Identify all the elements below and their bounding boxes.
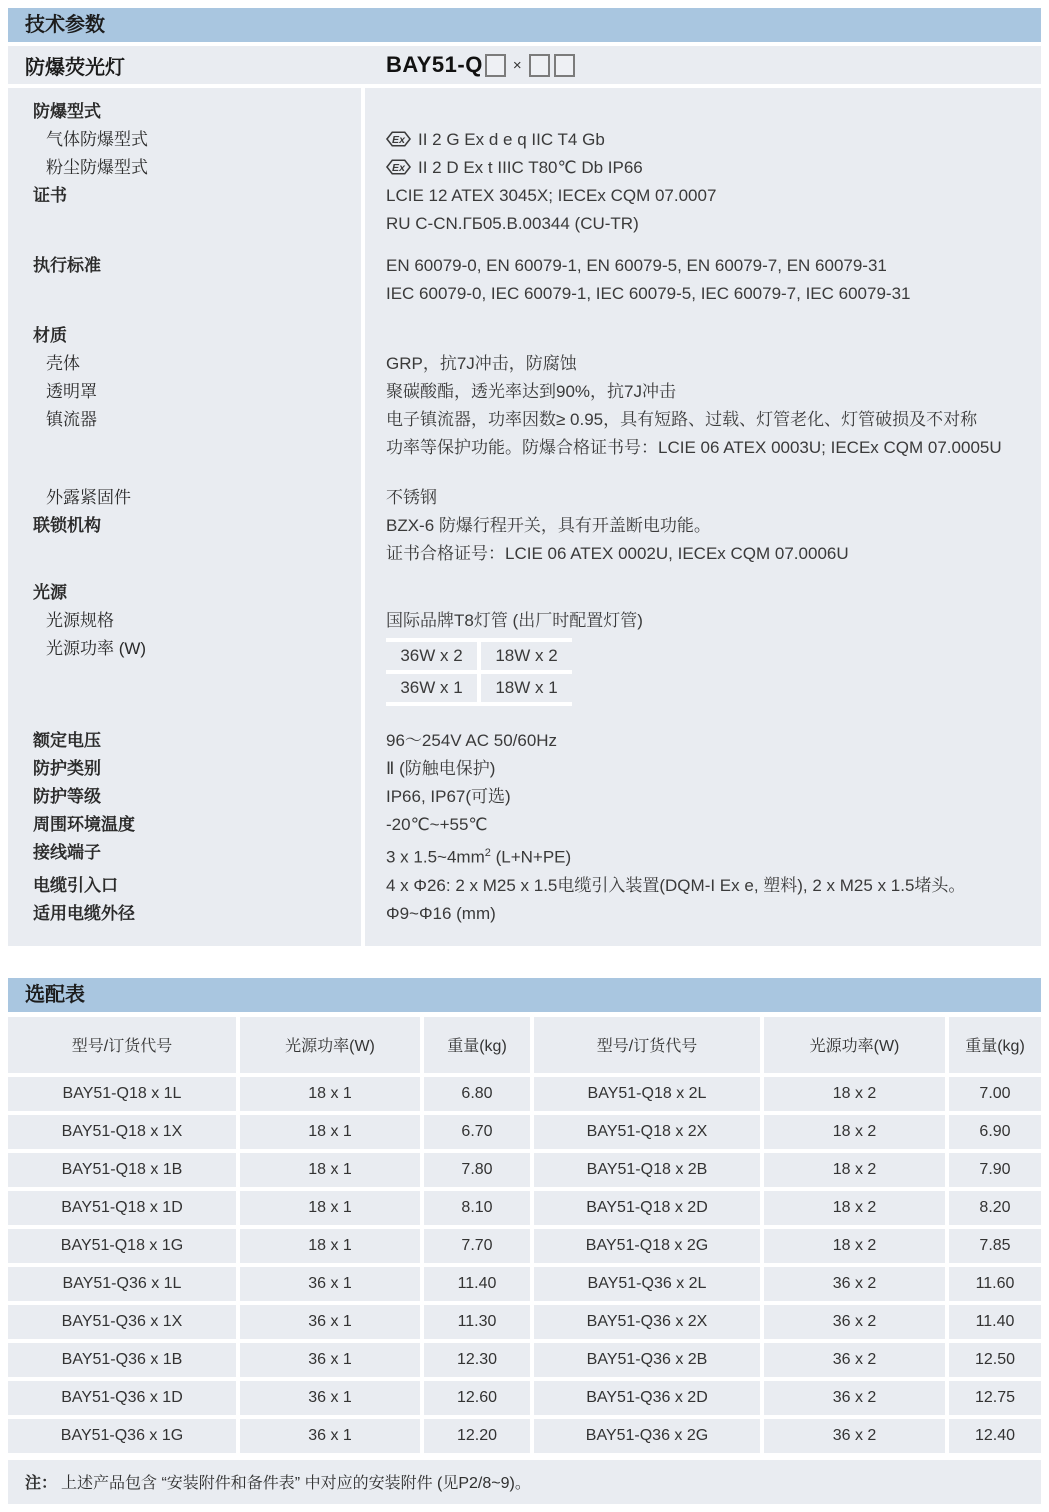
lamp-power-cell: 18 x 2 <box>762 1189 947 1227</box>
spec-label: 光源规格 <box>46 611 114 630</box>
weight-cell: 7.90 <box>947 1151 1041 1189</box>
spec-group <box>8 322 1041 462</box>
spec-group <box>8 727 1041 928</box>
weight-cell: 7.80 <box>422 1151 532 1189</box>
spec-label: 光源功率 (W) <box>46 639 147 658</box>
spec-value <box>365 783 1041 811</box>
spec-value-line: Ex II 2 G Ex d e q IIC T4 Gb <box>386 126 1041 154</box>
weight-cell: 7.70 <box>422 1227 532 1265</box>
spec-value <box>365 252 1041 308</box>
spec-value <box>365 512 1041 568</box>
spec-row <box>8 484 1041 512</box>
spec-value <box>365 839 1041 872</box>
weight-cell: 12.20 <box>422 1417 532 1455</box>
spec-label: 证书 <box>33 186 67 205</box>
spec-value <box>365 872 1041 900</box>
model-code-cell: BAY51-Q36 x 2X <box>532 1303 762 1341</box>
ex-certification-icon <box>386 159 411 175</box>
options-column-header: 光源功率(W) <box>762 1017 947 1075</box>
spec-label: 防爆型式 <box>33 102 101 121</box>
lamp-power-cell: 36 x 2 <box>762 1379 947 1417</box>
spec-group <box>8 98 1041 238</box>
model-code-cell: BAY51-Q18 x 1X <box>8 1113 238 1151</box>
options-table <box>8 1017 1041 1457</box>
spec-value <box>365 406 1041 462</box>
model-placeholder-box <box>529 54 550 77</box>
model-code-cell: BAY51-Q36 x 2G <box>532 1417 762 1455</box>
power-options-table <box>386 638 572 706</box>
spec-row <box>8 727 1041 755</box>
weight-cell: 8.20 <box>947 1189 1041 1227</box>
spec-value <box>365 755 1041 783</box>
options-table-row <box>8 1227 1041 1265</box>
weight-cell: 11.60 <box>947 1265 1041 1303</box>
spec-value <box>365 126 1041 154</box>
spec-value-line: Ex II 2 D Ex t IIIC T80℃ Db IP66 <box>386 154 1041 182</box>
spec-label: 周围环境温度 <box>33 815 135 834</box>
spec-label: 镇流器 <box>46 410 97 429</box>
options-table-row <box>8 1341 1041 1379</box>
model-code-cell: BAY51-Q18 x 1B <box>8 1151 238 1189</box>
lamp-power-cell: 36 x 2 <box>762 1341 947 1379</box>
spec-body <box>8 88 1041 946</box>
spec-group <box>8 579 1041 714</box>
spec-label: 粉尘防爆型式 <box>46 158 148 177</box>
options-section-header: 选配表 <box>8 978 1041 1012</box>
spec-value <box>365 635 1041 714</box>
spec-row <box>8 635 1041 714</box>
spec-row <box>8 607 1041 635</box>
options-column-header: 光源功率(W) <box>238 1017 422 1075</box>
spec-value-line: EN 60079-0, EN 60079-1, EN 60079-5, EN 60079-7, EN 60079-31 <box>386 256 887 275</box>
spec-label: 执行标准 <box>33 256 101 275</box>
weight-cell: 6.70 <box>422 1113 532 1151</box>
spec-label: 材质 <box>33 326 67 345</box>
model-code-cell: BAY51-Q36 x 1G <box>8 1417 238 1455</box>
spec-value-line: Φ9~Φ16 (mm) <box>386 903 496 923</box>
lamp-power-cell: 18 x 2 <box>762 1227 947 1265</box>
options-table-row <box>8 1075 1041 1113</box>
model-code-cell: BAY51-Q36 x 1X <box>8 1303 238 1341</box>
spec-value-line: 证书合格证号：LCIE 06 ATEX 0002U, IECEx CQM 07.0006U <box>386 544 849 563</box>
spec-value-line: IEC 60079-0, IEC 60079-1, IEC 60079-5, IEC 60079-7, IEC 60079-31 <box>386 284 911 303</box>
model-code-cell: BAY51-Q18 x 2D <box>532 1189 762 1227</box>
spec-label: 防护类别 <box>33 759 101 778</box>
spec-value <box>365 727 1041 755</box>
product-title-row <box>8 46 1041 84</box>
spec-row <box>8 579 1041 607</box>
spec-value-line: RU C-CN.ГБ05.B.00344 (CU-TR) <box>386 214 639 233</box>
product-name: 防爆荧光灯 <box>25 56 125 79</box>
spec-label: 光源 <box>33 583 67 602</box>
spec-row <box>8 512 1041 568</box>
lamp-power-cell: 18 x 1 <box>238 1227 422 1265</box>
spec-label: 联锁机构 <box>33 516 101 535</box>
options-table-row <box>8 1379 1041 1417</box>
options-column-header: 重量(kg) <box>422 1017 532 1075</box>
spec-value-line: -20℃~+55℃ <box>386 815 488 834</box>
power-option-cell: 36W x 1 <box>386 672 479 704</box>
options-column-header: 型号/订货代号 <box>8 1017 238 1075</box>
spec-row <box>8 378 1041 406</box>
svg-text:Ex: Ex <box>392 133 405 146</box>
weight-cell: 12.75 <box>947 1379 1041 1417</box>
lamp-power-cell: 18 x 1 <box>238 1189 422 1227</box>
options-table-body <box>8 1075 1041 1455</box>
spec-value <box>365 378 1041 406</box>
spec-row <box>8 154 1041 182</box>
model-code-cell: BAY51-Q36 x 1L <box>8 1265 238 1303</box>
footnote-text: 上述产品包含 “安装附件和备件表” 中对应的安装附件 (见P2/8~9)。 <box>61 1475 531 1493</box>
model-code-cell: BAY51-Q18 x 1G <box>8 1227 238 1265</box>
spec-label: 壳体 <box>46 354 80 373</box>
model-code-cell: BAY51-Q36 x 2L <box>532 1265 762 1303</box>
spec-row <box>8 755 1041 783</box>
options-table-row <box>8 1113 1041 1151</box>
lamp-power-cell: 18 x 1 <box>238 1151 422 1189</box>
spec-value-line: Ⅱ (防触电保护) <box>386 759 496 778</box>
spec-value-line: 96～254V AC 50/60Hz <box>386 731 558 750</box>
power-option-cell: 18W x 1 <box>479 672 572 704</box>
spec-value-line: BZX-6 防爆行程开关，具有开盖断电功能。 <box>386 516 711 535</box>
model-code-cell: BAY51-Q18 x 2X <box>532 1113 762 1151</box>
spec-row <box>8 350 1041 378</box>
power-option-cell: 18W x 2 <box>479 640 572 672</box>
weight-cell: 11.30 <box>422 1303 532 1341</box>
lamp-power-cell: 36 x 1 <box>238 1379 422 1417</box>
lamp-power-cell: 36 x 2 <box>762 1303 947 1341</box>
model-placeholder-box <box>554 54 575 77</box>
model-code-cell: BAY51-Q36 x 1D <box>8 1379 238 1417</box>
lamp-power-cell: 18 x 2 <box>762 1075 947 1113</box>
spec-label: 接线端子 <box>33 843 101 862</box>
spec-row <box>8 839 1041 872</box>
spec-group <box>8 252 1041 308</box>
model-code-cell: BAY51-Q36 x 1B <box>8 1341 238 1379</box>
multiply-sign: × <box>512 56 523 74</box>
spec-label: 防护等级 <box>33 787 101 806</box>
options-table-row <box>8 1303 1041 1341</box>
product-model <box>365 52 577 78</box>
model-code-cell: BAY51-Q18 x 2G <box>532 1227 762 1265</box>
model-code-cell: BAY51-Q36 x 2D <box>532 1379 762 1417</box>
options-table-row <box>8 1417 1041 1455</box>
spec-row <box>8 900 1041 928</box>
spec-value-line: 聚碳酸酯，透光率达到90%，抗7J冲击 <box>386 382 676 401</box>
spec-row <box>8 811 1041 839</box>
spec-value <box>365 322 1041 350</box>
weight-cell: 7.00 <box>947 1075 1041 1113</box>
spec-label: 额定电压 <box>33 731 101 750</box>
model-code-cell: BAY51-Q18 x 2B <box>532 1151 762 1189</box>
weight-cell: 6.80 <box>422 1075 532 1113</box>
spec-value <box>365 350 1041 378</box>
lamp-power-cell: 36 x 2 <box>762 1417 947 1455</box>
weight-cell: 12.30 <box>422 1341 532 1379</box>
lamp-power-cell: 18 x 1 <box>238 1075 422 1113</box>
spec-value <box>365 98 1041 126</box>
spec-value-line: 功率等保护功能。防爆合格证书号：LCIE 06 ATEX 0003U; IECEx CQM 07.0005U <box>386 438 1002 457</box>
model-code-cell: BAY51-Q18 x 1L <box>8 1075 238 1113</box>
spec-row <box>8 783 1041 811</box>
spec-value-line: 4 x Φ26: 2 x M25 x 1.5电缆引入装置(DQM-I Ex e, 塑料), 2 x M25 x 1.5堵头。 <box>386 875 966 895</box>
spec-value <box>365 484 1041 512</box>
spec-label: 透明罩 <box>46 382 97 401</box>
spec-row <box>8 406 1041 462</box>
spec-value <box>365 607 1041 635</box>
spec-value <box>365 182 1041 238</box>
spec-row <box>8 98 1041 126</box>
spec-value-line: 3 x $1.5\sim 4mm^2$ (L+N+PE) <box>386 847 572 867</box>
options-table-row <box>8 1265 1041 1303</box>
spec-label: 气体防爆型式 <box>46 130 148 149</box>
spec-label: 外露紧固件 <box>46 488 131 507</box>
spec-value-line: GRP，抗7J冲击，防腐蚀 <box>386 354 577 373</box>
weight-cell: 8.10 <box>422 1189 532 1227</box>
spec-value-line: LCIE 12 ATEX 3045X; IECEx CQM 07.0007 <box>386 186 717 205</box>
ex-certification-icon <box>386 131 411 147</box>
spec-row <box>8 322 1041 350</box>
product-model-prefix: BAY51-Q <box>386 52 483 77</box>
spec-value-line: 国际品牌T8灯管 (出厂时配置灯管) <box>386 611 643 630</box>
lamp-power-cell: 18 x 2 <box>762 1113 947 1151</box>
footnote-label: 注： <box>25 1475 58 1493</box>
spec-label: 适用电缆外径 <box>33 903 135 923</box>
model-code-cell: BAY51-Q18 x 2L <box>532 1075 762 1113</box>
svg-text:Ex: Ex <box>392 161 405 174</box>
lamp-power-cell: 36 x 1 <box>238 1341 422 1379</box>
weight-cell: 11.40 <box>947 1303 1041 1341</box>
spec-row <box>8 872 1041 900</box>
model-code-cell: BAY51-Q18 x 1D <box>8 1189 238 1227</box>
spec-value <box>365 579 1041 607</box>
options-column-header: 型号/订货代号 <box>532 1017 762 1075</box>
weight-cell: 12.50 <box>947 1341 1041 1379</box>
spec-label: 电缆引入口 <box>33 875 118 895</box>
spec-group <box>8 484 1041 568</box>
weight-cell: 7.85 <box>947 1227 1041 1265</box>
lamp-power-cell: 36 x 2 <box>762 1265 947 1303</box>
options-table-row <box>8 1151 1041 1189</box>
lamp-power-cell: 36 x 1 <box>238 1303 422 1341</box>
lamp-power-cell: 18 x 2 <box>762 1151 947 1189</box>
spec-value-line: IP66, IP67(可选) <box>386 787 511 806</box>
weight-cell: 11.40 <box>422 1265 532 1303</box>
weight-cell: 12.40 <box>947 1417 1041 1455</box>
spec-row <box>8 126 1041 154</box>
options-column-header: 重量(kg) <box>947 1017 1041 1075</box>
options-table-head <box>8 1017 1041 1075</box>
power-option-cell: 36W x 2 <box>386 640 479 672</box>
model-placeholder-box <box>485 54 506 77</box>
weight-cell: 12.60 <box>422 1379 532 1417</box>
lamp-power-cell: 18 x 1 <box>238 1113 422 1151</box>
spec-value <box>365 154 1041 182</box>
lamp-power-cell: 36 x 1 <box>238 1265 422 1303</box>
spec-value-line: 电子镇流器，功率因数≥ 0.95，具有短路、过载、灯管老化、灯管破损及不对称 <box>386 410 978 429</box>
lamp-power-cell: 36 x 1 <box>238 1417 422 1455</box>
spec-row <box>8 182 1041 238</box>
options-table-row <box>8 1189 1041 1227</box>
tech-section-header: 技术参数 <box>8 8 1041 42</box>
spec-value <box>365 900 1041 928</box>
spec-value <box>365 811 1041 839</box>
model-code-cell: BAY51-Q36 x 2B <box>532 1341 762 1379</box>
spec-value-line: 不锈钢 <box>386 488 437 507</box>
spec-row <box>8 252 1041 308</box>
weight-cell: 6.90 <box>947 1113 1041 1151</box>
footnote <box>8 1460 1041 1504</box>
